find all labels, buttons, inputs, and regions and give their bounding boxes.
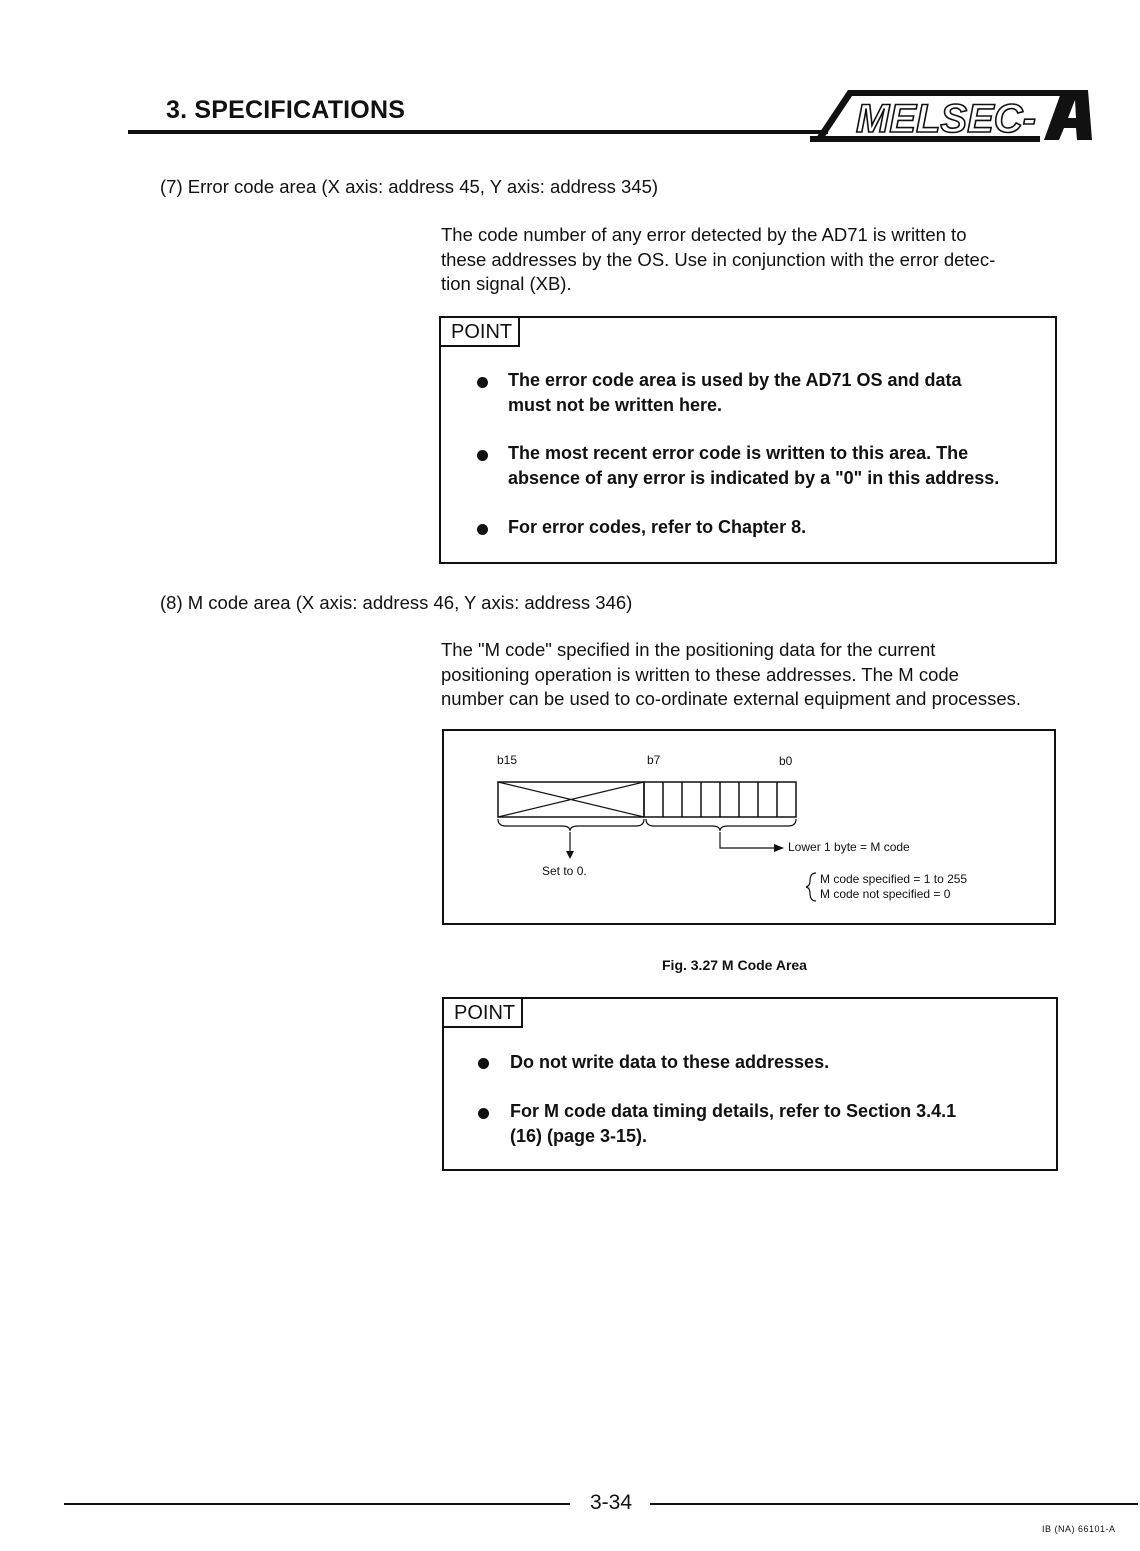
- section-7-line-1: The code number of any error detected by the AD71 is written to: [441, 224, 967, 245]
- section-7-line-2: these addresses by the OS. Use in conjunction with the error detec-: [441, 248, 996, 270]
- m-code-specified-label: M code specified = 1 to 255: [820, 872, 968, 886]
- bullet-icon: [477, 524, 488, 535]
- point-label: POINT: [442, 997, 523, 1028]
- m-code-figure: [442, 729, 1056, 925]
- point-1-bullet-3: [508, 515, 1020, 540]
- point-2-bullet-1: [510, 1050, 1020, 1075]
- lower-byte-label: Lower 1 byte = M code: [788, 840, 910, 854]
- point-1-bullet-1: [508, 368, 1020, 418]
- point-box-1: [439, 316, 1057, 564]
- m-code-diagram: [444, 731, 1054, 923]
- point-1-bullet-1-line-2: must not be written here.: [508, 395, 723, 415]
- point-2-bullet-1-line-1: Do not write data to these addresses.: [510, 1052, 830, 1072]
- section-7-line-3: tion signal (XB).: [441, 273, 572, 294]
- bullet-icon: [478, 1108, 489, 1119]
- bit-label-b0: b0: [779, 754, 793, 768]
- section-title: 3. SPECIFICATIONS: [166, 96, 406, 124]
- melsec-logo: [806, 84, 1096, 144]
- m-code-not-specified-label: M code not specified = 0: [820, 887, 951, 901]
- bullet-icon: [477, 377, 488, 388]
- arrow-right-icon: [774, 844, 784, 852]
- point-2-bullet-2-line-1: For M code data timing details, refer to Section 3.4.1: [510, 1101, 957, 1121]
- arrow-down-icon: [566, 851, 574, 859]
- footer-rule-right: [650, 1503, 1138, 1505]
- section-8-line-3: number can be used to co-ordinate external equipment and processes.: [441, 688, 1022, 709]
- page-number: 3-34: [590, 1491, 633, 1514]
- point-1-bullet-2-line-1: The most recent error code is written to this area. The: [508, 443, 969, 463]
- point-1-bullet-3-line-1: For error codes, refer to Chapter 8.: [508, 517, 807, 537]
- header-rule: [128, 130, 828, 134]
- point-label: POINT: [439, 316, 520, 347]
- document-code: IB (NA) 66101-A: [1042, 1524, 1116, 1534]
- footer-rule-left: [64, 1503, 570, 1505]
- lower-byte-cells: [644, 782, 796, 817]
- set-to-zero-label: Set to 0.: [542, 864, 587, 878]
- bullet-icon: [477, 450, 488, 461]
- point-1-bullet-2: [508, 441, 1020, 491]
- section-8-heading: (8) M code area (X axis: address 46, Y axis: address 346): [160, 592, 633, 613]
- figure-caption: Fig. 3.27 M Code Area: [662, 957, 807, 973]
- bit-label-b7: b7: [647, 753, 661, 767]
- point-1-bullet-2-line-2: absence of any error is indicated by a "0" in this address.: [508, 468, 1000, 488]
- m-code-brace: [806, 873, 816, 901]
- section-8-line-2: positioning operation is written to these addresses. The M code: [441, 663, 959, 685]
- lower-byte-brace: [646, 819, 796, 831]
- point-2-bullet-2-line-2: (16) (page 3-15).: [510, 1126, 648, 1146]
- melsec-logo-graphic: [806, 84, 1096, 144]
- point-2-bullet-2: [510, 1099, 1020, 1149]
- bullet-icon: [478, 1058, 489, 1069]
- section-8-body: [441, 638, 1053, 712]
- point-1-bullet-1-line-1: The error code area is used by the AD71 OS and data: [508, 370, 962, 390]
- section-7-heading: (7) Error code area (X axis: address 45, Y axis: address 345): [160, 176, 659, 197]
- bit-label-b15: b15: [497, 753, 518, 767]
- upper-byte-brace: [498, 819, 644, 831]
- section-7-body: [441, 223, 1051, 297]
- point-box-2: [442, 997, 1058, 1171]
- lower-byte-arrow: [720, 832, 776, 848]
- section-8-line-1: The "M code" specified in the positioning data for the current: [441, 639, 936, 660]
- logo-text: MELSEC-: [856, 97, 1036, 141]
